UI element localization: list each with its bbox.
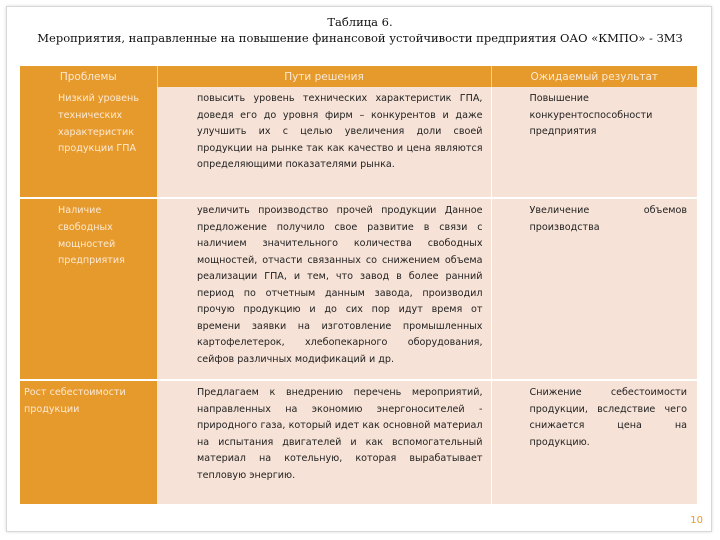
solution-cell: повысить уровень технических характеристик ГПА, доведя его до уровня фирм – конкурентов и даже улучшить их с целью увеличения доли своей продукции на рынке так как качество и цена являются определяющими показателями рынка. [157, 87, 491, 198]
table-row [20, 87, 697, 198]
solution-cell: Предлагаем к внедрению перечень мероприятий, направленных на экономию энергоносителей - природного газа, который идет как основной материал на испытания двигателей и как вспомогательный материал на котельную, которая вырабатывает тепловую энергию. [157, 380, 491, 505]
result-cell: Снижение себестоимости продукции, вследствие чего снижается цена на продукцию. [491, 380, 697, 505]
table-title: Мероприятия, направленные на повышение финансовой устойчивости предприятия ОАО «КМПО» - ЗМЗ [37, 31, 683, 45]
page-number: 10 [690, 515, 703, 526]
solution-cell: увеличить производство прочей продукции Данное предложение получило свое развитие в связи с наличием значительного количества свободных мощностей, отчасти связанных со снижением объема реализации ГПА, и тем, что завод в более ранний период по отчетным данным завода, производил прочую продукцию и до сих пор идут время от времени заявки на изготовление промышленных картофелетерок, хлебопекарного оборудования, сейфов различных модификаций и др. [157, 198, 491, 380]
header-solutions: Пути решения [157, 66, 491, 87]
table-header-row [20, 66, 697, 87]
problem-cell: Наличие свободных мощностей предприятия [20, 198, 157, 380]
header-problems: Проблемы [20, 66, 157, 87]
header-expected-result: Ожидаемый результат [491, 66, 697, 87]
problem-cell: Рост себестоимости продукции [20, 380, 157, 505]
table-row [20, 380, 697, 505]
problem-cell: Низкий уровень технических характеристик продукции ГПА [20, 87, 157, 198]
measures-table [20, 66, 697, 506]
table-caption: Таблица 6. [327, 15, 393, 29]
result-cell: Повышение конкурентоспособности предприятия [491, 87, 697, 198]
table-row [20, 198, 697, 380]
result-cell: Увеличение объемов производства [491, 198, 697, 380]
